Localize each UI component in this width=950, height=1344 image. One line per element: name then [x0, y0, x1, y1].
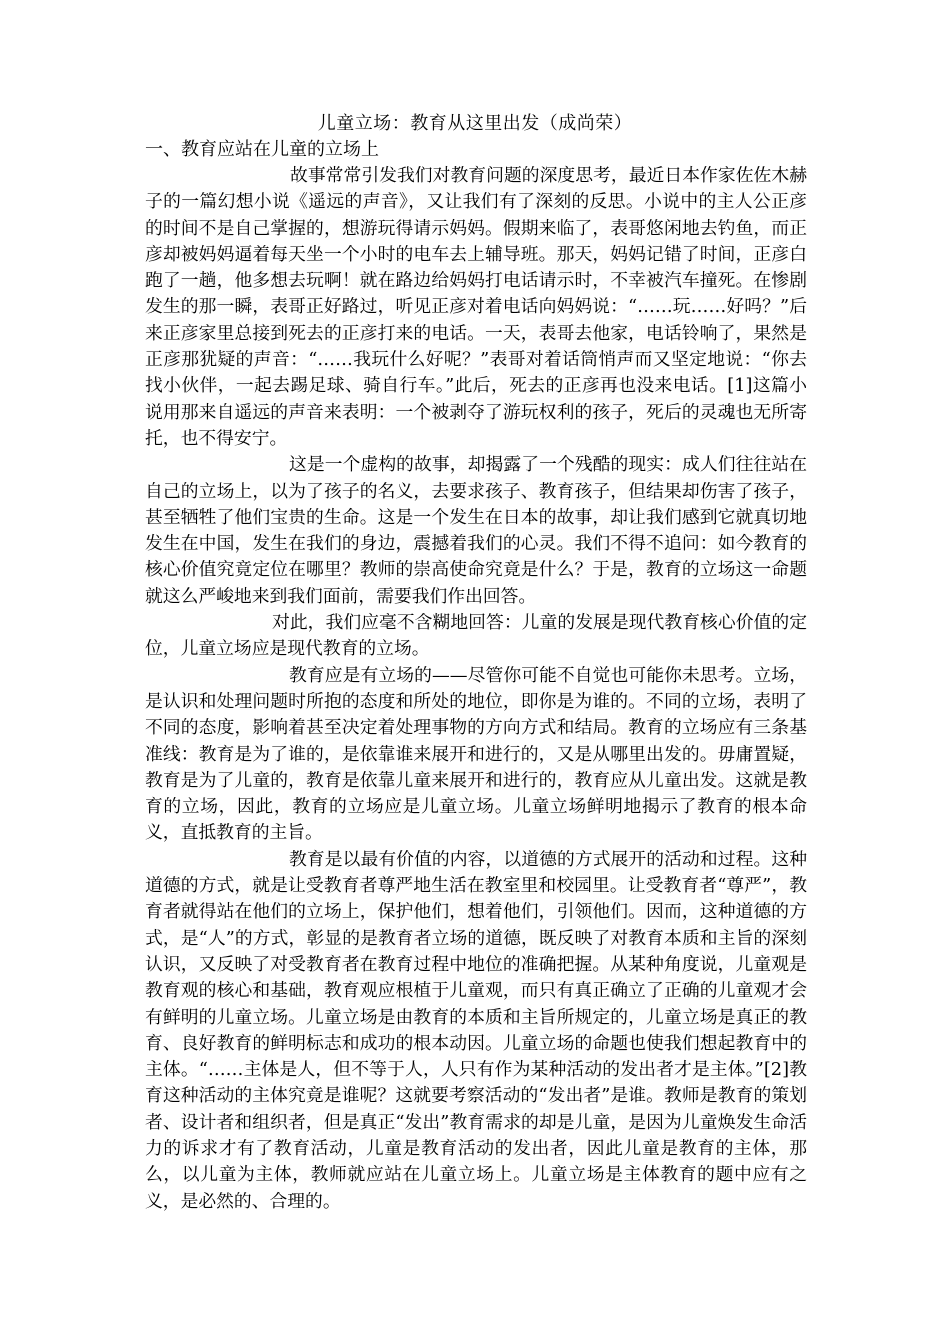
- paragraph: 教育是以最有价值的内容，以道德的方式展开的活动和过程。这种道德的方式，就是让受教育者尊严地生活在教室里和校园里。让受教育者“尊严”，教育者就得站在他们的立场上，保护他们，想着他们，引领他们。因而，这种道德的方式，是“人”的方式，彰显的是教育者立场的道德，既反映了对教育本质和主旨的深刻认识，又反映了对受教育者在教育过程中地位的准确把握。从某种角度说，儿童观是教育观的核心和基础，教育观应根植于儿童观，而只有真正确立了正确的儿童观才会有鲜明的儿童立场。儿童立场是由教育的本质和主旨所规定的，儿童立场是真正的教育、良好教育的鲜明标志和成功的根本动因。儿童立场的命题也使我们想起教育中的主体。“……主体是人，但不等于人，人只有作为某种活动的发出者才是主体。”[2]教育这种活动的主体究竟是谁呢？这就要考察活动的“发出者”是谁。教师是教育的策划者、设计者和组织者，但是真正“发出”教育需求的却是儿童，是因为儿童焕发生命活力的诉求才有了教育活动，儿童是教育活动的发出者，因此儿童是教育的主体，那么，以儿童为主体，教师就应站在儿童立场上。儿童立场是主体教育的题中应有之义，是必然的、合理的。: [145, 848, 807, 1212]
- document-title: 儿童立场：教育从这里出发（成尚荣）: [317, 113, 633, 134]
- paragraph: 教育应是有立场的——尽管你可能不自觉也可能你未思考。立场，是认识和处理问题时所抱的态度和所处的地位，即你是为谁的。不同的立场，表明了不同的态度，影响着甚至决定着处理事物的方向方式和结局。教育的立场应有三条基准线：教育是为了谁的，是依靠谁来展开和进行的，又是从哪里出发的。毋庸置疑，教育是为了儿童的，教育是依靠儿童来展开和进行的，教育应从儿童出发。这就是教育的立场，因此，教育的立场应是儿童立场。儿童立场鲜明地揭示了教育的根本命义，直抵教育的主旨。: [145, 664, 807, 844]
- section-heading: 一、教育应站在儿童的立场上: [145, 139, 379, 160]
- paragraph: 这是一个虚构的故事，却揭露了一个残酷的现实：成人们往往站在自己的立场上，以为了孩子的名义，去要求孩子、教育孩子，但结果却伤害了孩子，甚至牺牲了他们宝贵的生命。这是一个发生在日本的故事，却让我们感到它就真切地发生在中国，发生在我们的身边，震撼着我们的心灵。我们不得不追问：如今教育的核心价值究竟定位在哪里？教师的崇高使命究竟是什么？于是，教育的立场这一命题就这么严峻地来到我们面前，需要我们作出回答。: [145, 454, 807, 607]
- paragraph: 对此，我们应毫不含糊地回答：儿童的发展是现代教育核心价值的定位，儿童立场应是现代教育的立场。: [145, 612, 807, 660]
- document-body: [145, 163, 807, 1215]
- paragraph: 故事常常引发我们对教育问题的深度思考，最近日本作家佐佐木赫子的一篇幻想小说《遥远的声音》，又让我们有了深刻的反思。小说中的主人公正彦的时间不是自己掌握的，想游玩得请示妈妈。假期来临了，表哥悠闲地去钓鱼，而正彦却被妈妈逼着每天坐一个小时的电车去上辅导班。那天，妈妈记错了时间，正彦白跑了一趟，他多想去玩啊！就在路边给妈妈打电话请示时，不幸被汽车撞死。在惨剧发生的那一瞬，表哥正好路过，听见正彦对着电话向妈妈说：“……玩……好吗？”后来正彦家里总接到死去的正彦打来的电话。一天，表哥去他家，电话铃响了，果然是正彦那犹疑的声音：“……我玩什么好呢？”表哥对着话筒悄声而又坚定地说：“你去找小伙伴，一起去踢足球、骑自行车。”此后，死去的正彦再也没来电话。[1]这篇小说用那来自遥远的声音来表明：一个被剥夺了游玩权利的孩子，死后的灵魂也无所寄托，也不得安宁。: [145, 165, 807, 449]
